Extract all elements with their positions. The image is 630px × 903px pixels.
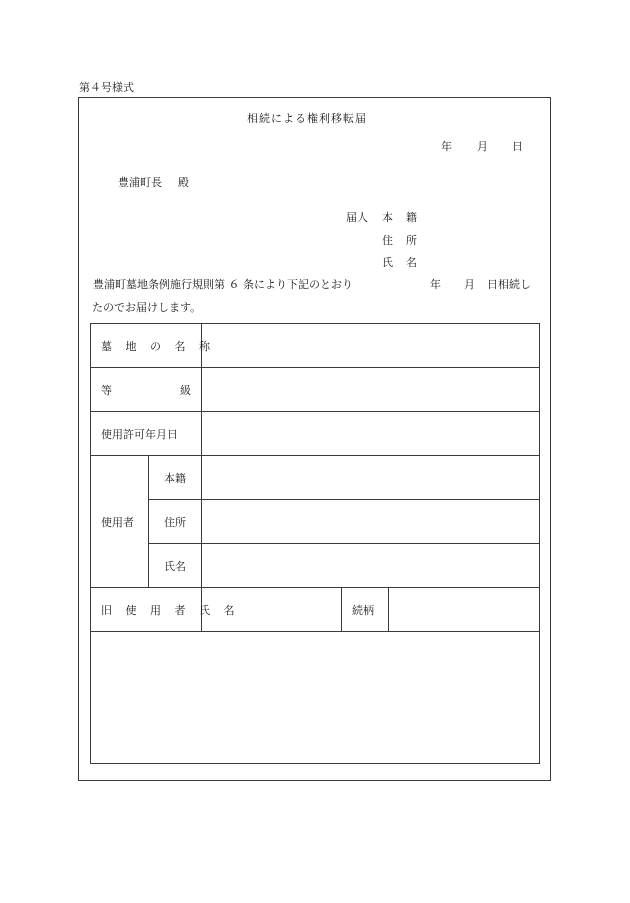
- statement-year-label: 年: [430, 278, 441, 291]
- row-grade: [91, 368, 540, 412]
- label-relationship: 続柄: [342, 588, 389, 632]
- label-user: 使用者: [91, 456, 149, 588]
- addressee-name: 豊浦町長: [118, 176, 162, 189]
- row-user-name: [91, 544, 540, 588]
- statement-day-suffix: 日相続し: [487, 278, 531, 291]
- label-permit-date: 使用許可年月日: [91, 412, 202, 456]
- label-user-name: 氏名: [149, 544, 202, 588]
- row-free-area: [91, 632, 540, 764]
- label-user-honseki: 本籍: [149, 456, 202, 500]
- statement-text: 豊浦町墓地条例施行規則第 ６ 条により下記のとおり: [93, 278, 353, 291]
- field-user-honseki[interactable]: [202, 456, 540, 500]
- row-cemetery-name: [91, 324, 540, 368]
- field-free-area[interactable]: [91, 632, 540, 764]
- label-user-address: 住所: [149, 500, 202, 544]
- row-user-address: [91, 500, 540, 544]
- notification-table: [90, 323, 540, 764]
- statement-month-label: 月: [464, 278, 475, 291]
- date-year-label: 年: [441, 140, 452, 153]
- notifier-address-char2: 所: [406, 234, 417, 247]
- label-grade: 等 級: [91, 368, 202, 412]
- row-former-user: [91, 588, 540, 632]
- statement-continuation: たのでお届けします。: [92, 301, 202, 314]
- notifier-role: 届人: [346, 211, 368, 224]
- date-day-label: 日: [512, 140, 523, 153]
- notifier-honseki-char1: 本: [382, 211, 393, 224]
- date-month-label: 月: [477, 140, 488, 153]
- label-cemetery-name: 墓 地 の 名 称: [91, 324, 202, 368]
- field-relationship[interactable]: [389, 588, 540, 632]
- field-permit-date[interactable]: [202, 412, 540, 456]
- addressee-honorific: 殿: [178, 176, 189, 189]
- field-cemetery-name[interactable]: [202, 324, 540, 368]
- form-title: 相続による権利移転届: [247, 112, 367, 125]
- notifier-name-char1: 氏: [382, 256, 393, 269]
- field-user-address[interactable]: [202, 500, 540, 544]
- field-user-name[interactable]: [202, 544, 540, 588]
- notifier-address-char1: 住: [382, 234, 393, 247]
- row-user-honseki: [91, 456, 540, 500]
- label-former-user: 旧 使 用 者 氏 名: [91, 588, 202, 632]
- notifier-name-char2: 名: [406, 256, 417, 269]
- field-grade[interactable]: [202, 368, 540, 412]
- form-number: 第４号様式: [79, 81, 134, 94]
- row-permit-date: [91, 412, 540, 456]
- notifier-honseki-char2: 籍: [406, 211, 417, 224]
